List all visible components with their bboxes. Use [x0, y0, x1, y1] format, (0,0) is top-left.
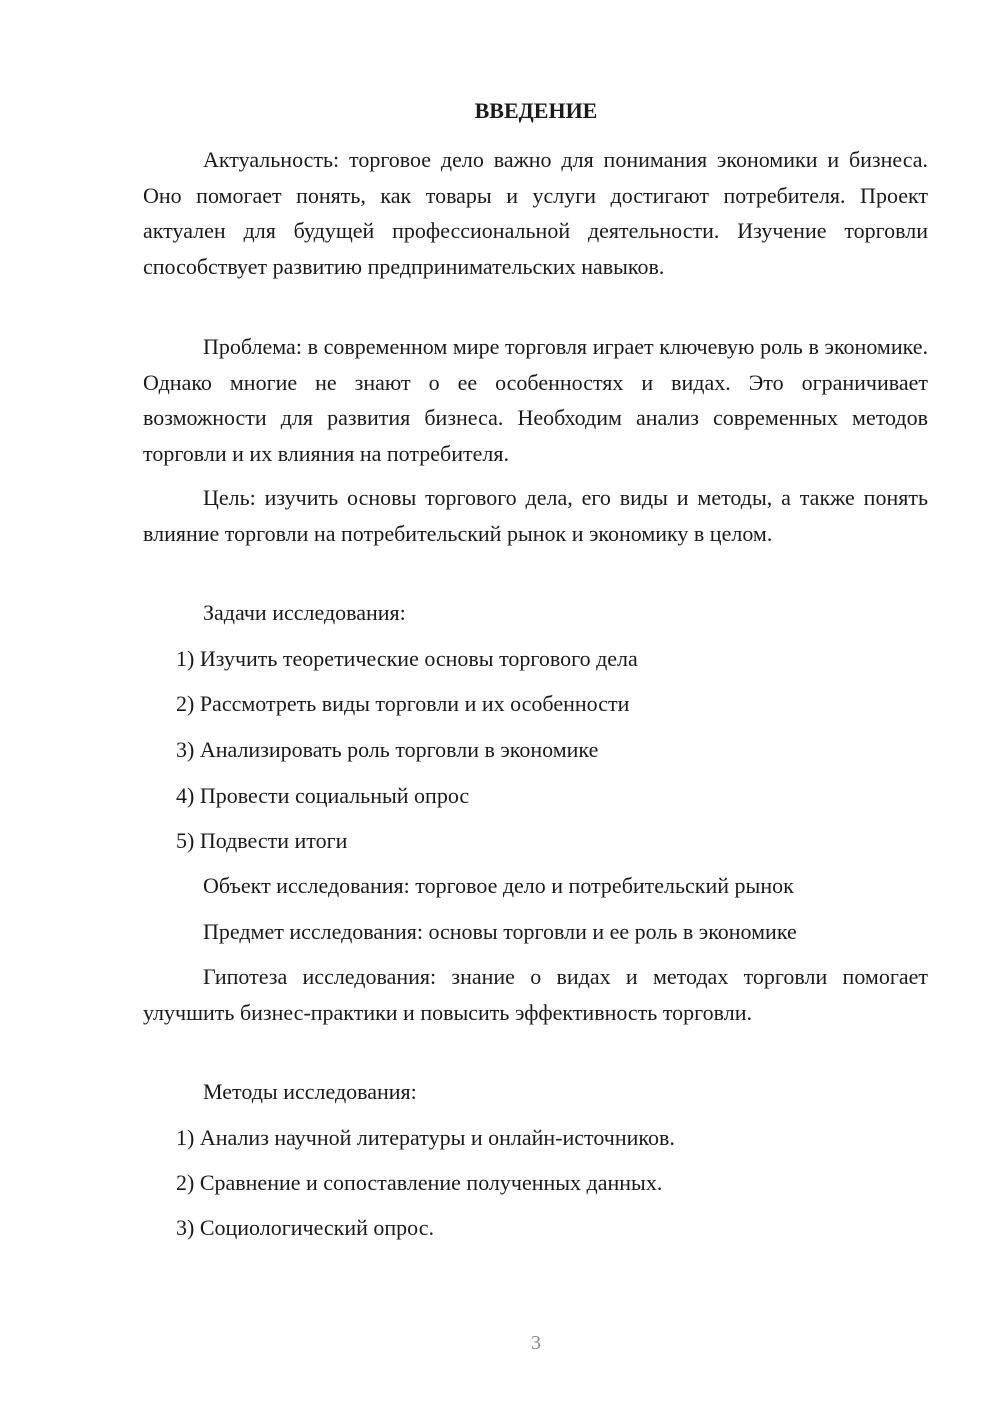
hypothesis-paragraph: Гипотеза исследования: знание о видах и методах торговли помогает улучшить бизнес-практики и повысить эффективность торговли.: [143, 964, 928, 1025]
methods-heading: Методы исследования:: [203, 1079, 417, 1104]
method-item-3: 3) Социологический опрос.: [176, 1215, 434, 1240]
method-item-2: 2) Сравнение и сопоставление полученных данных.: [176, 1170, 663, 1195]
task-item-1: 1) Изучить теоретические основы торгового дела: [176, 646, 638, 671]
goal-paragraph: Цель: изучить основы торгового дела, его виды и методы, а также понять влияние торговли на потребительский рынок и экономику в целом.: [143, 485, 928, 546]
task-item-3: 3) Анализировать роль торговли в экономике: [176, 737, 599, 762]
page-number: 3: [531, 1332, 541, 1354]
problem-paragraph: Проблема: в современном мире торговля играет ключевую роль в экономике. Однако многие не знают о ее особенностях и видах. Это ограничивает возможности для развития бизнеса. Необходим анализ современных методов торговли и их влияния на потребителя.: [143, 334, 928, 466]
page-title: ВВЕДЕНИЕ: [474, 98, 598, 123]
task-item-2: 2) Рассмотреть виды торговли и их особенности: [176, 691, 630, 716]
task-item-5: 5) Подвести итоги: [176, 828, 348, 853]
object-line: Объект исследования: торговое дело и потребительский рынок: [203, 873, 794, 898]
method-item-1: 1) Анализ научной литературы и онлайн-источников.: [176, 1125, 675, 1150]
task-item-4: 4) Провести социальный опрос: [176, 783, 470, 808]
tasks-heading: Задачи исследования:: [203, 600, 406, 625]
subject-line: Предмет исследования: основы торговли и ее роль в экономике: [203, 919, 797, 944]
relevance-paragraph: Актуальность: торговое дело важно для понимания экономики и бизнеса. Оно помогает понять, как товары и услуги достигают потребителя. Проект актуален для будущей профессиональной деятельности. Изучение торговли способствует развитию предпринимательских навыков.: [143, 147, 928, 279]
